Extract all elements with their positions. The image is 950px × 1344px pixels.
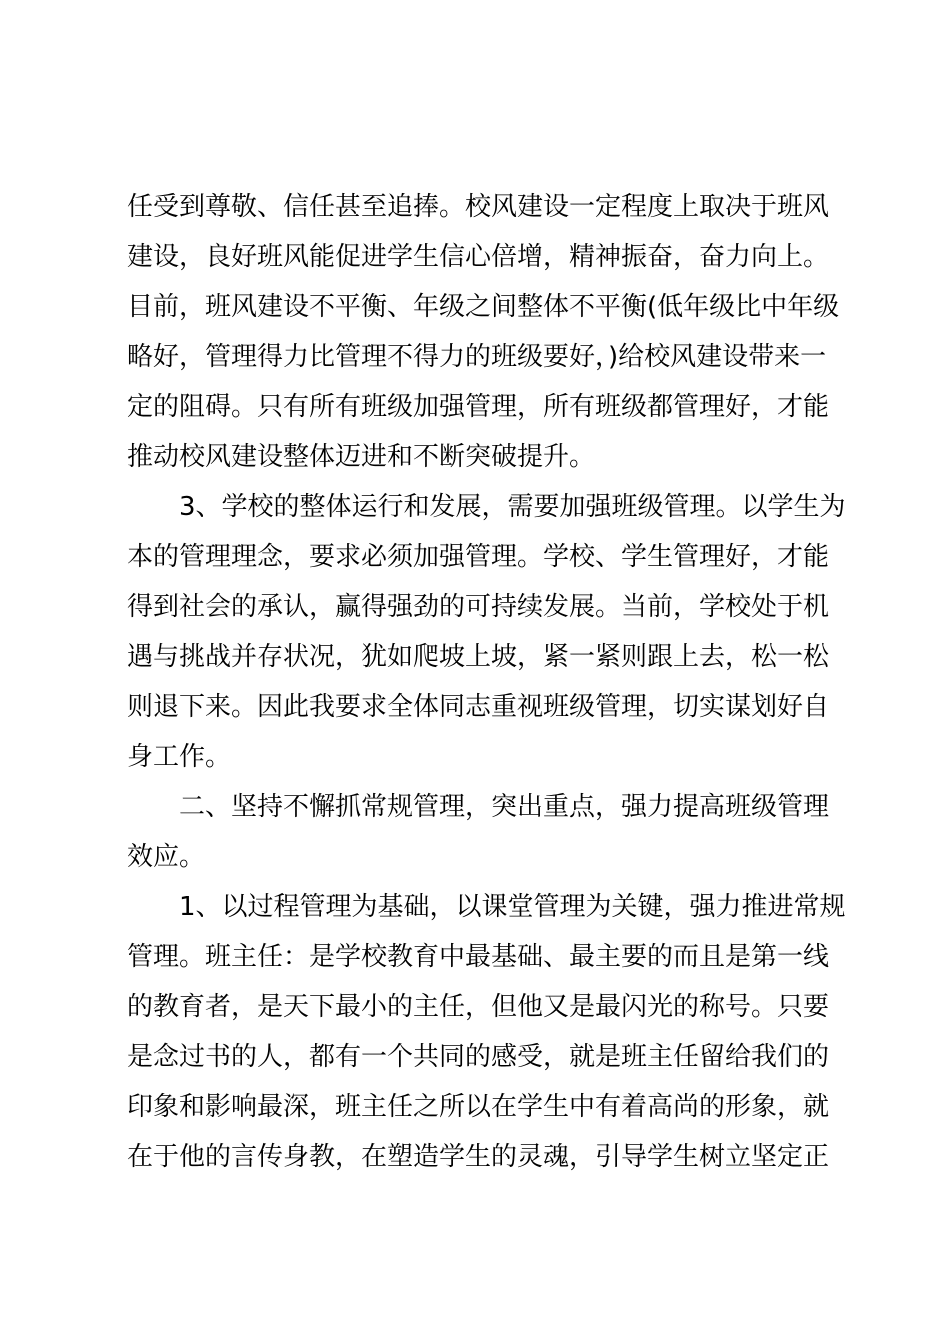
- text-line: 任受到尊敬、信任甚至追捧。校风建设一定程度上取决于班风: [127, 192, 830, 222]
- text-line: 身工作。: [127, 742, 232, 772]
- text-line: 本的管理理念，要求必须加强管理。学校、学生管理好，才能: [127, 542, 830, 572]
- document-body: [127, 182, 846, 1182]
- text-line: 的教育者，是天下最小的主任，但他又是最闪光的称号。只要: [127, 992, 830, 1022]
- text-line: 目前，班风建设不平衡、年级之间整体不平衡(低年级比中年级: [127, 292, 840, 322]
- section-heading: 二、坚持不懈抓常规管理，突出重点，强力提高班级管理: [179, 792, 830, 822]
- text-line: 则退下来。因此我要求全体同志重视班级管理，切实谋划好自: [127, 692, 830, 722]
- text-line: 管理。班主任：是学校教育中最基础、最主要的而且是第一线: [127, 942, 830, 972]
- text-line: 定的阻碍。只有所有班级加强管理，所有班级都管理好，才能: [127, 392, 830, 422]
- text-line: 在于他的言传身教，在塑造学生的灵魂，引导学生树立坚定正: [127, 1142, 830, 1172]
- text-line: 遇与挑战并存状况，犹如爬坡上坡，紧一紧则跟上去，松一松: [127, 642, 830, 672]
- text-line: 得到社会的承认，赢得强劲的可持续发展。当前，学校处于机: [127, 592, 830, 622]
- text-line: 略好，管理得力比管理不得力的班级要好，)给校风建设带来一: [127, 342, 827, 372]
- section-heading-continuation: 效应。: [127, 842, 206, 872]
- paragraph-first-line: 1、以过程管理为基础，以课堂管理为关键，强力推进常规: [179, 892, 846, 922]
- text-line: 建设，良好班风能促进学生信心倍增，精神振奋，奋力向上。: [127, 242, 830, 272]
- paragraph-first-line: 3、学校的整体运行和发展，需要加强班级管理。以学生为: [179, 492, 846, 522]
- text-line: 是念过书的人，都有一个共同的感受，就是班主任留给我们的: [127, 1042, 830, 1072]
- text-line: 推动校风建设整体迈进和不断突破提升。: [127, 442, 596, 472]
- text-line: 印象和影响最深，班主任之所以在学生中有着高尚的形象，就: [127, 1092, 830, 1122]
